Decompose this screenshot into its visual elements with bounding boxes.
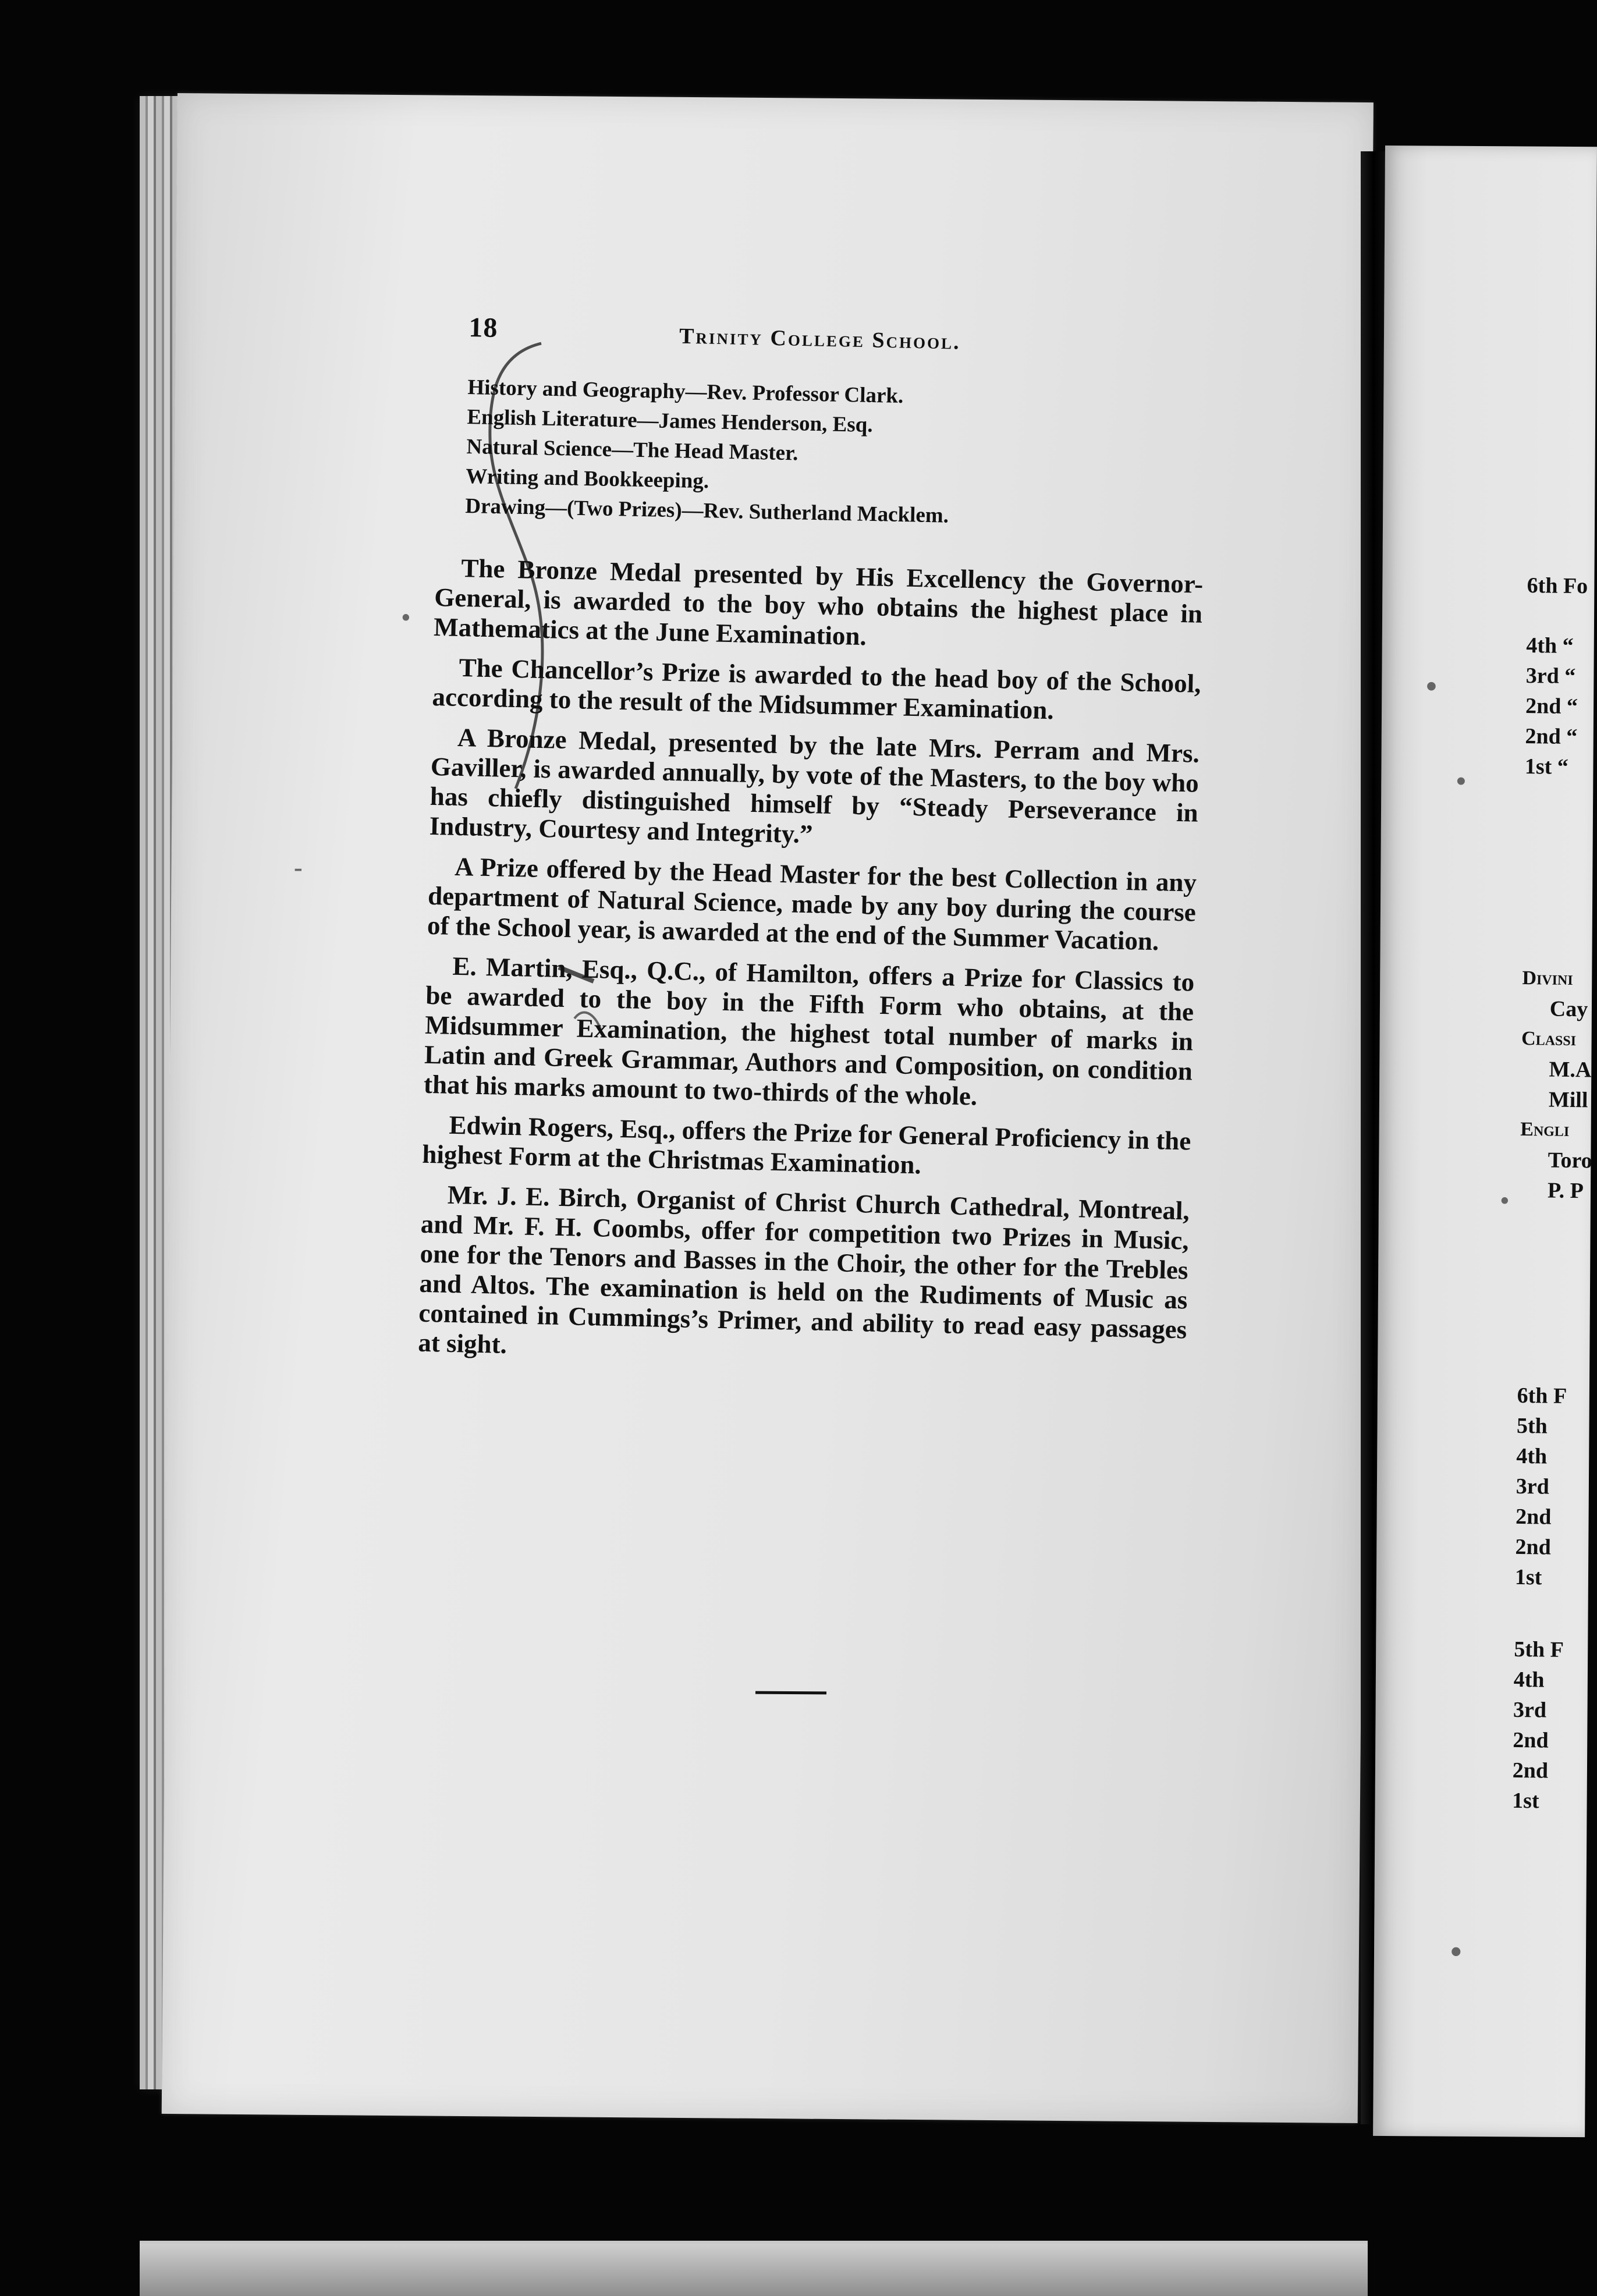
right-form-label: 6th F [1517, 1383, 1567, 1408]
speck-mark: - [294, 853, 303, 882]
right-subject-label: Classi [1521, 1027, 1577, 1051]
speck-mark: • [1426, 669, 1437, 704]
right-form-label: 5th [1516, 1413, 1548, 1439]
right-page-fragment [1511, 570, 1597, 1814]
running-title: Trinity College School. [679, 324, 961, 354]
general-proficiency-paragraph: Edwin Rogers, Esq., offers the Prize for General Proficiency in the highest Form at the Christmas Examination. [421, 1110, 1191, 1180]
right-form-label: 1st “ [1524, 754, 1569, 779]
right-form-label: 2nd “ [1525, 723, 1578, 750]
right-subject-label: M.A [1549, 1057, 1592, 1083]
right-form-label: 2nd [1515, 1534, 1552, 1560]
bottom-page-edge [140, 2241, 1368, 2296]
section-divider [755, 1691, 826, 1695]
prize-description-text [417, 553, 1203, 1385]
right-form-label: 2nd [1512, 1758, 1549, 1783]
right-form-label: 3rd [1516, 1474, 1550, 1499]
right-form-label: 2nd [1515, 1504, 1552, 1530]
right-subject-label: Engli [1520, 1118, 1570, 1141]
right-subject-label: Toro [1548, 1148, 1592, 1173]
right-form-label: 2nd “ [1525, 693, 1578, 719]
chancellors-prize-paragraph: The Chancellor’s Prize is awarded to the head boy of the School, according to the result of the Midsummer Examination. [432, 652, 1201, 725]
right-form-label: 4th [1516, 1443, 1548, 1469]
examiner-line: Writing and Bookkeeping. [466, 464, 709, 494]
speck-mark: • [1456, 766, 1466, 797]
examiner-line: English Literature—James Henderson, Esq. [467, 404, 873, 437]
speck-mark: • [1500, 1188, 1509, 1215]
right-subject-label: P. P [1547, 1178, 1584, 1204]
right-subject-label: Cay [1549, 996, 1588, 1022]
bronze-medal-paragraph: The Bronze Medal presented by His Excellency the Governor-General, is awarded to the boy who obtains the highest place in Mathematics at the June Examination. [433, 553, 1204, 651]
music-prizes-paragraph: Mr. J. E. Birch, Organist of Christ Church Cathedral, Montreal, and Mr. F. H. Coombs, offer for competition two Prizes in Music, one for the Tenors and Basses in the Choir, the other for the Trebles and Altos. The examination is held on the Rudiments of Music as contained in Cummings’s Primer, and ability to read easy passages at sight. [417, 1180, 1190, 1359]
examiner-line: Drawing—(Two Prizes)—Rev. Sutherland Macklem. [464, 494, 949, 528]
page-number: 18 [468, 311, 498, 344]
speck-mark: • [1450, 1934, 1462, 1970]
right-form-label: 2nd [1513, 1727, 1549, 1753]
right-form-label: 1st [1514, 1564, 1542, 1590]
right-form-label: 4th [1513, 1667, 1545, 1692]
right-subject-label: Divini [1522, 967, 1573, 990]
examiner-line: History and Geography—Rev. Professor Clark. [467, 375, 904, 409]
perram-medal-paragraph: A Bronze Medal, presented by the late Mrs. Perram and Mrs. Gaviller, is awarded annually, by vote of the Masters, to the boy who has chiefly distinguished himself by “Steady Perseverance in Industry, Courtesy and Integrity.” [429, 722, 1200, 849]
examiner-line: Natural Science—The Head Master. [466, 434, 798, 466]
examiner-list [465, 372, 1108, 534]
natural-science-prize-paragraph: A Prize offered by the Head Master for the best Collection in any department of Natural Science, made by any boy during the course of the School year, is awarded at the end of the Summer Vacation. [427, 851, 1197, 956]
right-form-label: 4th “ [1526, 633, 1574, 658]
right-form-label: 1st [1511, 1788, 1539, 1814]
right-subject-label: Mill [1548, 1087, 1588, 1113]
classics-prize-paragraph: E. Martin, Esq., Q.C., of Hamilton, offers a Prize for Classics to be awarded to the boy in the Fifth Form who obtains, at the Midsummer Examination, the highest total number of marks in Latin and Greek Grammar, Authors and Composition, on condition that his marks amount to two-thirds of the whole. [423, 951, 1195, 1111]
right-form-label: 5th F [1514, 1637, 1564, 1662]
speck-mark: • [402, 605, 410, 631]
right-form-label: 3rd [1513, 1697, 1547, 1723]
right-form-label: 6th Fo [1527, 573, 1588, 599]
right-form-label: 3rd “ [1525, 663, 1576, 689]
